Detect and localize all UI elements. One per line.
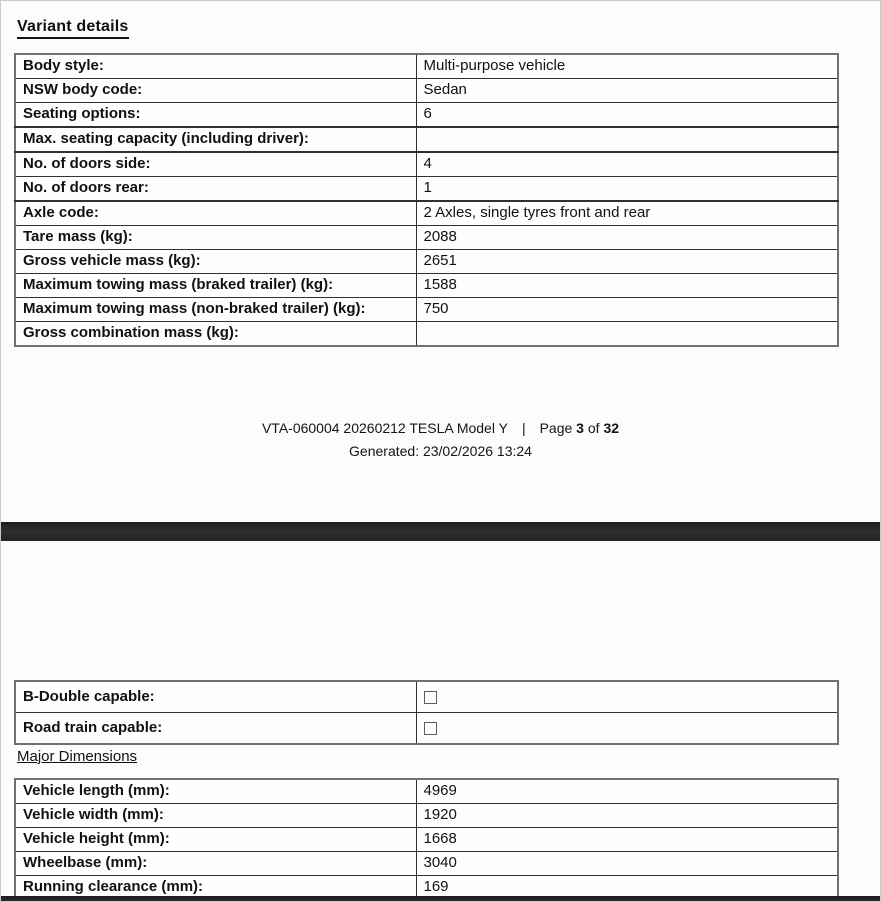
page-footer [1,417,880,463]
major-dimensions-heading: Major Dimensions [17,748,138,765]
capability-table [14,680,839,745]
page-break-separator-bar [1,522,880,541]
row-value: 169 [416,876,838,901]
row-value [416,322,838,347]
row-value: 750 [416,298,838,322]
table-row [15,322,838,347]
row-label: NSW body code: [15,79,416,103]
table-row [15,828,838,852]
row-label: Maximum towing mass (braked trailer) (kg): [15,274,416,298]
table-row [15,226,838,250]
checkbox-unchecked[interactable] [424,691,437,704]
row-label: Vehicle length (mm): [15,779,416,804]
row-label: Wheelbase (mm): [15,852,416,876]
table-row [15,852,838,876]
row-label: Gross combination mass (kg): [15,322,416,347]
row-value: 1668 [416,828,838,852]
row-label: Max. seating capacity (including driver): [15,127,416,152]
footer-separator: | [521,420,526,436]
row-label: No. of doors side: [15,152,416,177]
row-value [416,127,838,152]
row-value: 2651 [416,250,838,274]
row-label: Seating options: [15,103,416,128]
checkbox-unchecked[interactable] [424,722,437,735]
table-row [15,804,838,828]
row-value [416,713,838,745]
row-value: 1588 [416,274,838,298]
table-row [15,681,838,713]
row-value: 2 Axles, single tyres front and rear [416,201,838,226]
row-value: 4969 [416,779,838,804]
table-row [15,201,838,226]
table-row [15,103,838,128]
table-row [15,250,838,274]
footer-page-info [1,417,880,440]
row-label: Vehicle height (mm): [15,828,416,852]
table-row [15,177,838,202]
row-label: B-Double capable: [15,681,416,713]
row-value: 6 [416,103,838,128]
row-label: Maximum towing mass (non-braked trailer) (kg): [15,298,416,322]
table-row [15,298,838,322]
table-row [15,274,838,298]
table-row [15,127,838,152]
next-page-break-separator-bar [1,896,880,902]
row-label: Axle code: [15,201,416,226]
row-label: Vehicle width (mm): [15,804,416,828]
row-label: Gross vehicle mass (kg): [15,250,416,274]
row-value: 4 [416,152,838,177]
table-row [15,713,838,745]
table-row [15,779,838,804]
footer-page-number: 3 [576,420,584,436]
footer-doc-ref: VTA-060004 20260212 TESLA Model Y [261,420,508,436]
table-row [15,152,838,177]
variant-details-heading: Variant details [17,18,129,39]
footer-of-label: of [587,420,600,436]
row-value: 2088 [416,226,838,250]
footer-generated-timestamp: Generated: 23/02/2026 13:24 [349,443,532,459]
row-label: Running clearance (mm): [15,876,416,901]
footer-page-label: Page [539,420,573,436]
table-row [15,79,838,103]
major-dimensions-table [14,778,839,901]
row-label: No. of doors rear: [15,177,416,202]
row-value: 3040 [416,852,838,876]
row-label: Tare mass (kg): [15,226,416,250]
row-label: Road train capable: [15,713,416,745]
footer-page-total: 32 [603,420,620,436]
row-value: 1 [416,177,838,202]
row-value: Multi-purpose vehicle [416,54,838,79]
row-value: Sedan [416,79,838,103]
variant-details-table [14,53,839,347]
row-value: 1920 [416,804,838,828]
row-value [416,681,838,713]
row-label: Body style: [15,54,416,79]
table-row [15,54,838,79]
